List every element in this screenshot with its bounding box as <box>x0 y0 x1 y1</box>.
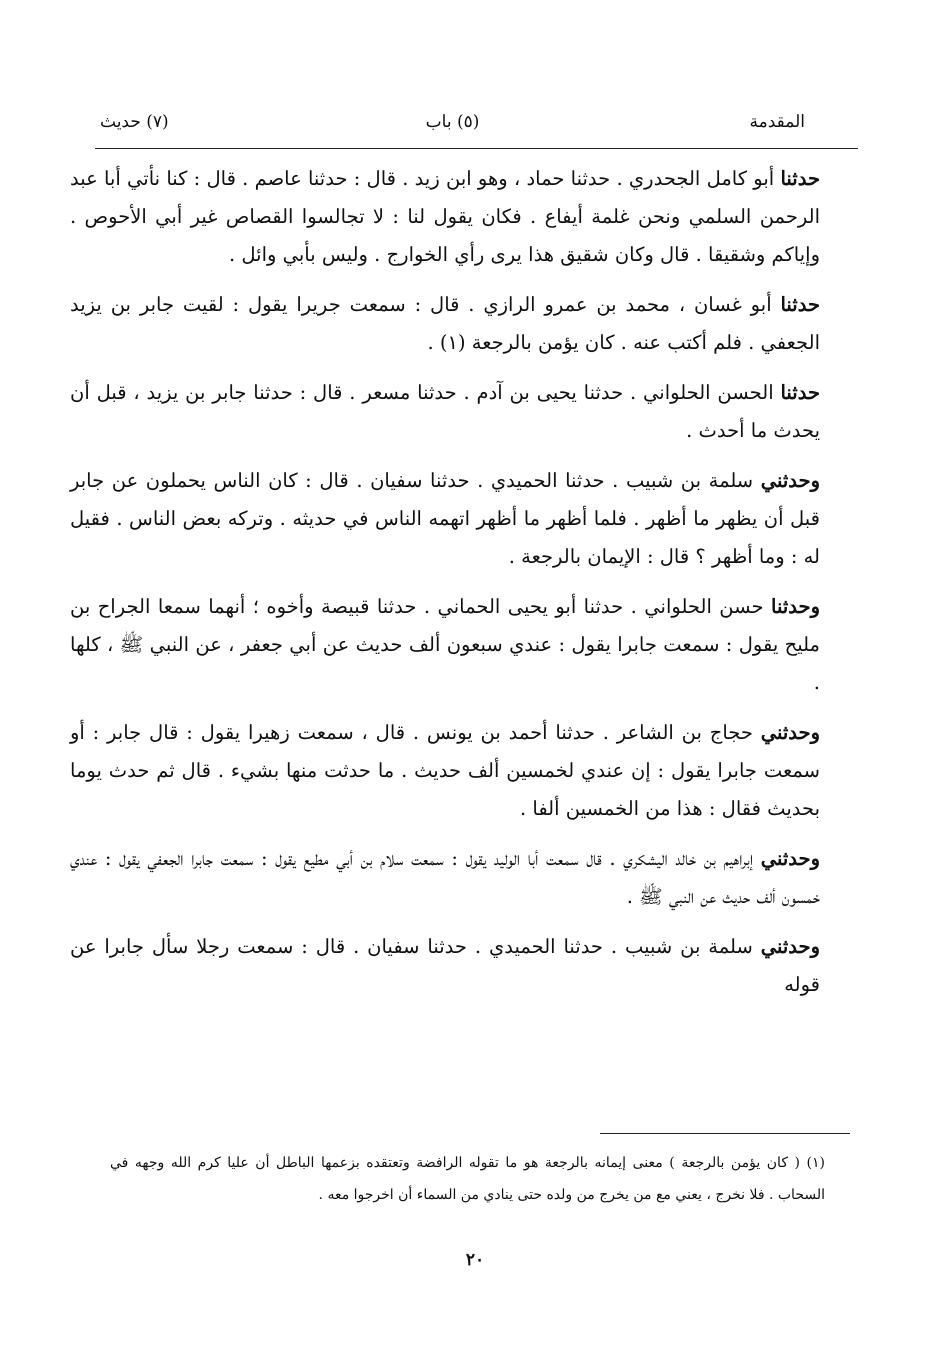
isnad-lead: وحدثني <box>760 721 820 744</box>
hadith-text: أبو غسان ، محمد بن عمرو الرازي . قال : سمعت جريرا يقول : لقيت جابر بن يزيد الجعفي . فلم أكتب عنه . كان يؤمن بالرجعة (١) . <box>70 293 820 354</box>
hadith-text: سلمة بن شبيب . حدثنا الحميدي . حدثنا سفيان . قال : كان الناس يحملون عن جابر قبل أن يظهر ما أظهر . فلما أظهر ما أظهر اتهمه الناس في حديثه . وتركه بعض الناس . فقيل له : وما أظهر ؟ قال : الإيمان بالرجعة . <box>70 469 820 568</box>
hadith-paragraph <box>70 840 820 916</box>
hadith-paragraph <box>70 160 820 274</box>
hadith-paragraph <box>70 714 820 828</box>
hadith-text: حسن الحلواني . حدثنا أبو يحيى الحماني . حدثنا قبيصة وأخوه ؛ أنهما سمعا الجراح بن مليح يقول : سمعت جابرا يقول : عندي سبعون ألف حديث عن أبي جعفر ، عن النبي ﷺ ، كلها . <box>70 595 820 694</box>
hadith-text: حجاج بن الشاعر . حدثنا أحمد بن يونس . قال ، سمعت زهيرا يقول : قال جابر : أو سمعت جابرا يقول : إن عندي لخمسين ألف حديث . ما حدثت منها بشيء . قال ثم حدث يوما بحديث فقال : هذا من الخمسين ألفا . <box>70 721 820 820</box>
hadith-text: إبراهيم بن خالد اليشكري . قال سمعت أبا الوليد يقول : سمعت سلام بن أبي مطيع يقول : سمعت جابرا الجعفي يقول : عندي خمسون ألف حديث عن النبي ﷺ . <box>70 847 820 908</box>
footnote-rule <box>600 1133 850 1134</box>
chapter-number: (٥) باب <box>425 112 480 132</box>
hadith-paragraph <box>70 374 820 450</box>
hadith-number: (٧) حديث <box>100 112 169 132</box>
isnad-lead: وحدثنا <box>771 595 820 618</box>
hadith-paragraph <box>70 588 820 702</box>
hadith-paragraph <box>70 928 820 1004</box>
hadith-text: سلمة بن شبيب . حدثنا الحميدي . حدثنا سفيان . قال : سمعت رجلا سأل جابرا عن قوله <box>70 935 820 996</box>
isnad-lead: حدثنا <box>780 293 820 316</box>
main-text <box>70 160 820 1016</box>
isnad-lead: حدثنا <box>780 167 820 190</box>
footnote: (١) ( كان يؤمن بالرجعة ) معنى إيمانه بالرجعة هو ما تقوله الرافضة وتعتقده بزعمها الباطل أن عليا كرم الله وجهه في السحاب . فلا نخرج ، يعني مع من يخرج من ولده حتى ينادي من السماء أن اخرجوا معه . <box>110 1155 825 1203</box>
isnad-lead: وحدثني <box>760 847 820 870</box>
isnad-lead: وحدثني <box>760 469 820 492</box>
hadith-text: الحسن الحلواني . حدثنا يحيى بن آدم . حدثنا مسعر . قال : حدثنا جابر بن يزيد ، قبل أن يحدث ما أحدث . <box>70 381 820 442</box>
page-number: ٢٠ <box>465 1250 485 1270</box>
hadith-paragraph <box>70 462 820 576</box>
isnad-lead: حدثنا <box>780 381 820 404</box>
isnad-lead: وحدثني <box>760 935 820 958</box>
header-rule <box>95 148 858 149</box>
hadith-text: أبو كامل الجحدري . حدثنا حماد ، وهو ابن زيد . قال : حدثنا عاصم . قال : كنا نأتي أبا عبد الرحمن السلمي ونحن غلمة أيفاع . فكان يقول لنا : لا تجالسوا القصاص غير أبي الأحوص . وإياكم وشقيقا . قال وكان شقيق هذا يرى رأي الخوارج . وليس بأبي وائل . <box>70 167 820 266</box>
hadith-paragraph <box>70 286 820 362</box>
running-header <box>100 108 805 144</box>
section-title: المقدمة <box>749 112 805 132</box>
